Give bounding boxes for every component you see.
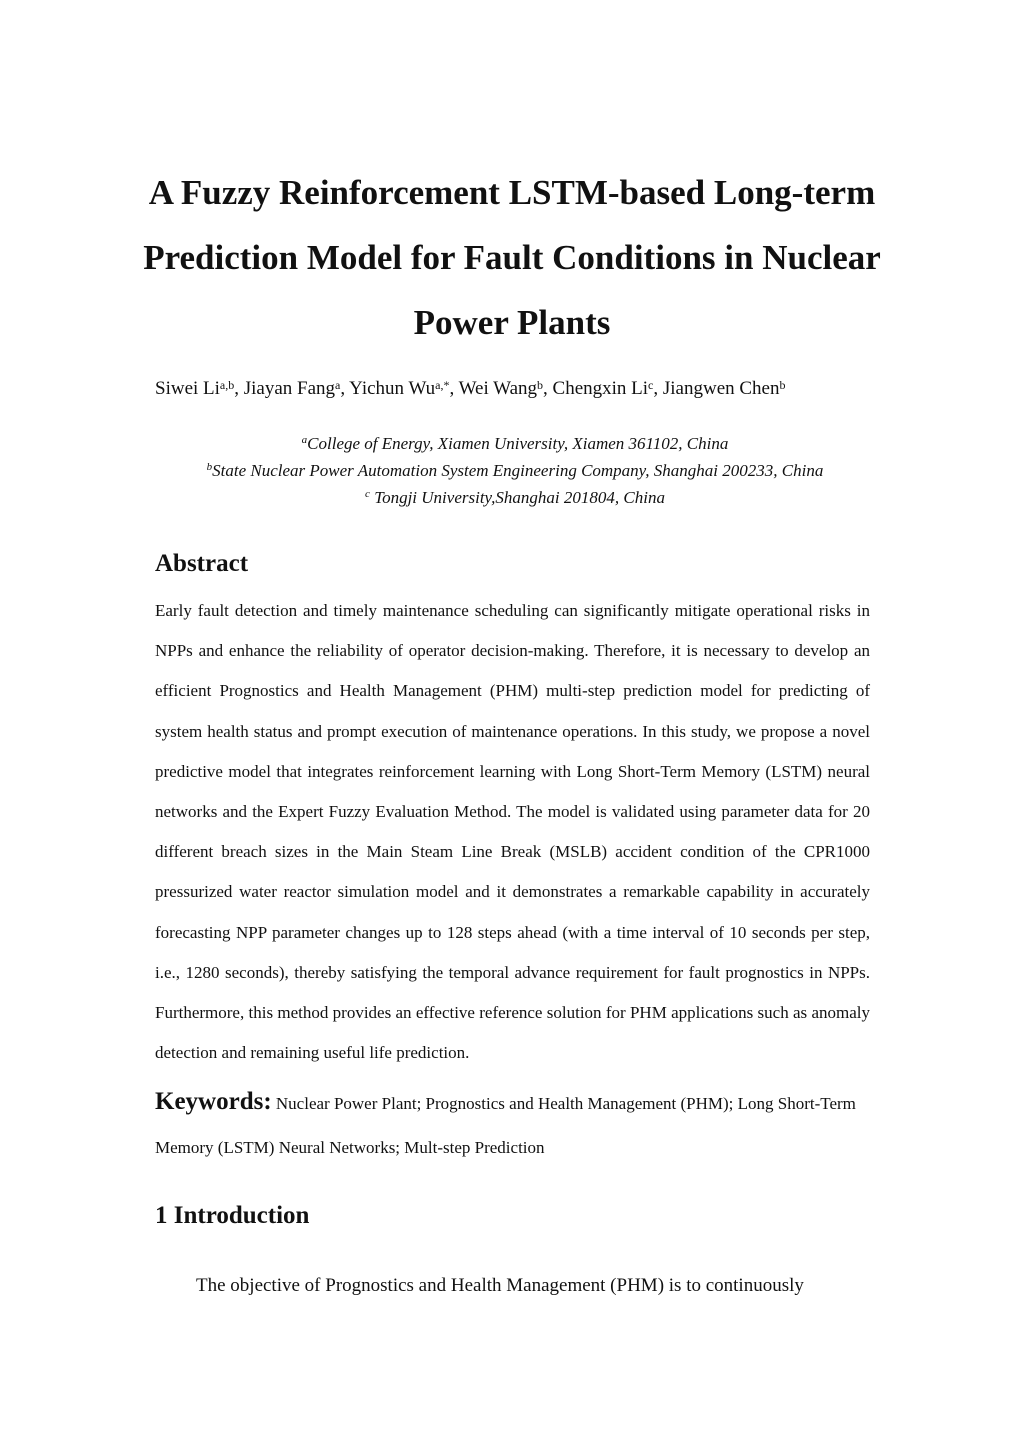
affiliation: $^c$ Tongji University,Shanghai 201804, China — [365, 488, 665, 507]
author: Jiayan Fang$^a$, — [243, 378, 350, 399]
keywords-text: Nuclear Power Plant; Prognostics and Health Management (PHM); Long Short-Term Memory (LSTM) Neural Networks; Mult-step Prediction — [155, 1094, 856, 1157]
author: Yichun $Wu^{a,*}$, — [349, 378, 459, 399]
author-list — [155, 373, 875, 405]
author: Siwei Li$^{a,b}$, — [155, 378, 244, 399]
affiliation: $^a$College of Energy, Xiamen University, Xiamen 361102, China — [301, 434, 729, 453]
affiliation: $^b$State Nuclear Power Automation System Engineering Company, Shanghai 200233, China — [206, 461, 824, 480]
keywords-label: Keywords: — [155, 1088, 272, 1115]
abstract-text: Early fault detection and timely maintenance scheduling can significantly mitigate operational risks in NPPs and enhance the reliability of operator decision-making. Therefore, it is necessary to develop an efficient Prognostics and Health Management (PHM) multi-step prediction model for predicting of system health status and prompt execution of maintenance operations. In this study, we propose a novel predictive model that integrates reinforcement learning with Long Short-Term Memory (LSTM) neural networks and the Expert Fuzzy Evaluation Method. The model is validated using parameter data for 20 different breach sizes in the Main Steam Line Break (MSLB) accident condition of the CPR1000 pressurized water reactor simulation model and it demonstrates a remarkable capability in accurately forecasting NPP parameter changes up to 128 steps ahead (with a time interval of 10 seconds per step, i.e., 1280 seconds), thereby satisfying the temporal advance requirement for fault prognostics in NPPs. Furthermore, this method provides an effective reference solution for PHM applications such as anomaly detection and remaining useful life prediction. — [155, 601, 870, 1063]
keywords — [155, 1080, 870, 1170]
author: Jiangwen Chen$^b$ — [662, 378, 786, 399]
introduction-text: The objective of Prognostics and Health Management (PHM) is to continuously — [196, 1275, 804, 1296]
abstract-heading: Abstract — [155, 550, 249, 577]
author: Wei Wang$^b$, — [458, 378, 553, 399]
paper-title: A Fuzzy Reinforcement LSTM-based Long-term Prediction Model for Fault Conditions in Nuclear Power Plants — [143, 173, 881, 342]
introduction-heading: 1 Introduction — [155, 1202, 310, 1229]
affiliation-list — [150, 430, 880, 511]
author: Chengxin Li$^c$, — [552, 378, 663, 399]
